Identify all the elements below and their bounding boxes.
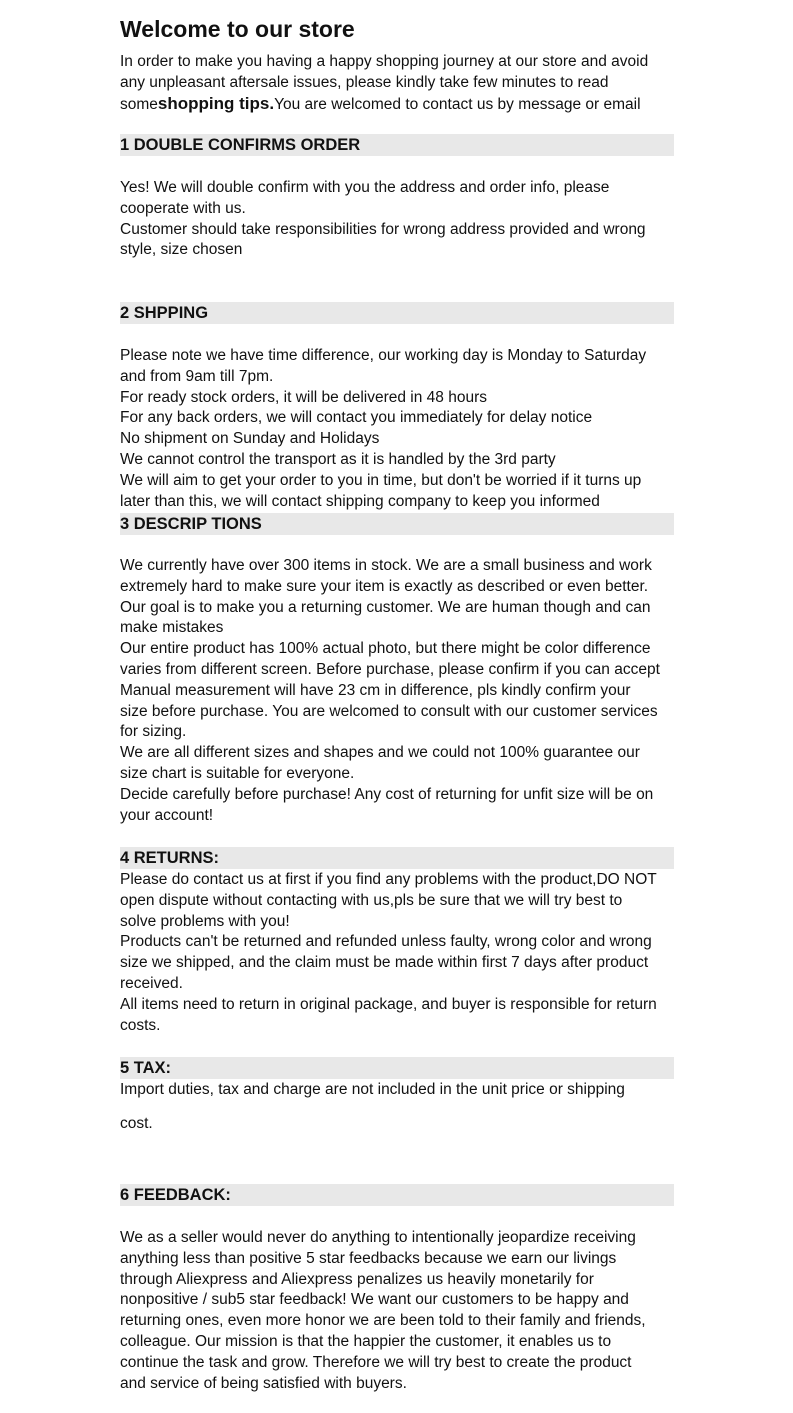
section-line: cost.	[120, 1115, 153, 1132]
section-line: and from 9am till 7pm.	[120, 367, 274, 385]
section-line: We cannot control the transport as it is handled by the 3rd party	[120, 450, 556, 468]
section-line: For any back orders, we will contact you immediately for delay notice	[120, 409, 593, 427]
section-body-feedback	[120, 1228, 676, 1394]
section-line: solve problems with you!	[120, 912, 290, 930]
section-line: Manual measurement will have 23 cm in difference, pls kindly confirm your	[120, 681, 631, 699]
section-line: Yes! We will double confirm with you the address and order info, please	[120, 179, 610, 196]
section-body-returns	[120, 870, 676, 1036]
section-line: make mistakes	[120, 619, 224, 637]
section-body-tax	[120, 1080, 676, 1134]
section-line: extremely hard to make sure your item is exactly as described or even better.	[120, 577, 649, 595]
section-line: Customer should take responsibilities for wrong address provided and wrong	[120, 220, 646, 238]
section-line: size before purchase. You are welcomed to consult with our customer services	[120, 702, 658, 720]
section-line: No shipment on Sunday and Holidays	[120, 430, 380, 448]
section-heading-tax: 5 TAX:	[120, 1057, 674, 1079]
section-line: your account!	[120, 806, 214, 824]
section-line: We will aim to get your order to you in time, but don't be worried if it turns up	[120, 471, 642, 489]
section-line: nonpositive / sub5 star feedback! We want our customers to be happy and	[120, 1291, 629, 1309]
section-line: We as a seller would never do anything to intentionally jeopardize receiving	[120, 1229, 636, 1246]
section-line: For ready stock orders, it will be delivered in 48 hours	[120, 388, 487, 406]
section-line: and service of being satisfied with buyers.	[120, 1374, 407, 1392]
section-heading-descriptions: 3 DESCRIP TIONS	[120, 513, 674, 535]
section-line: Decide carefully before purchase! Any cost of returning for unfit size will be on	[120, 785, 654, 803]
section-heading-double-confirms-order: 1 DOUBLE CONFIRMS ORDER	[120, 134, 674, 156]
section-line: returning ones, even more honor we are been told to their family and friends,	[120, 1312, 646, 1330]
intro-paragraph	[120, 51, 674, 115]
section-line: All items need to return in original package, and buyer is responsible for return	[120, 995, 657, 1013]
intro-text: In order to make you having a happy shopping journey at our store and avoid any unpleasant aftersale issues, please kindly take few minutes to read some	[120, 53, 649, 113]
section-line: cooperate with us.	[120, 199, 246, 217]
section-heading-returns: 4 RETURNS:	[120, 847, 674, 869]
section-heading-shipping: 2 SHPPING	[120, 302, 674, 324]
section-heading-feedback: 6 FEEDBACK:	[120, 1184, 674, 1206]
section-line: size chart is suitable for everyone.	[120, 764, 355, 782]
section-line: Please do contact us at first if you find any problems with the product,DO NOT	[120, 871, 657, 888]
section-line: open dispute without contacting with us,pls be sure that we will try best to	[120, 891, 623, 909]
section-line: style, size chosen	[120, 241, 243, 259]
section-line: received.	[120, 974, 183, 992]
section-line: Products can't be returned and refunded unless faulty, wrong color and wrong	[120, 933, 652, 951]
section-line: We currently have over 300 items in stock. We are a small business and work	[120, 557, 652, 574]
section-line: varies from different screen. Before purchase, please confirm if you can accept	[120, 660, 660, 678]
section-line: Import duties, tax and charge are not included in the unit price or shipping	[120, 1081, 625, 1098]
shopping-tips-highlight: shopping tips.	[157, 94, 275, 113]
section-line: We are all different sizes and shapes and we could not 100% guarantee our	[120, 744, 640, 762]
section-line: size we shipped, and the claim must be made within first 7 days after product	[120, 954, 649, 972]
section-line: anything less than positive 5 star feedbacks because we earn our livings	[120, 1249, 617, 1267]
section-line: Please note we have time difference, our working day is Monday to Saturday	[120, 347, 647, 364]
section-line: colleague. Our mission is that the happier the customer, it enables us to	[120, 1332, 612, 1350]
section-body-shipping	[120, 346, 676, 512]
section-line: Our entire product has 100% actual photo, but there might be color difference	[120, 640, 651, 658]
section-line: later than this, we will contact shipping company to keep you informed	[120, 492, 600, 510]
section-line: Our goal is to make you a returning customer. We are human though and can	[120, 598, 651, 616]
intro-contact-text: You are welcomed to contact us by message or email	[274, 96, 641, 113]
section-line: through Aliexpress and Aliexpress penalizes us heavily monetarily for	[120, 1270, 594, 1288]
page-title: Welcome to our store	[120, 16, 355, 42]
section-line: continue the task and grow. Therefore we will try best to create the product	[120, 1353, 632, 1371]
section-line: for sizing.	[120, 723, 187, 741]
section-line: costs.	[120, 1016, 161, 1034]
section-body-descriptions	[120, 556, 676, 826]
section-body-double-confirms-order	[120, 178, 676, 261]
